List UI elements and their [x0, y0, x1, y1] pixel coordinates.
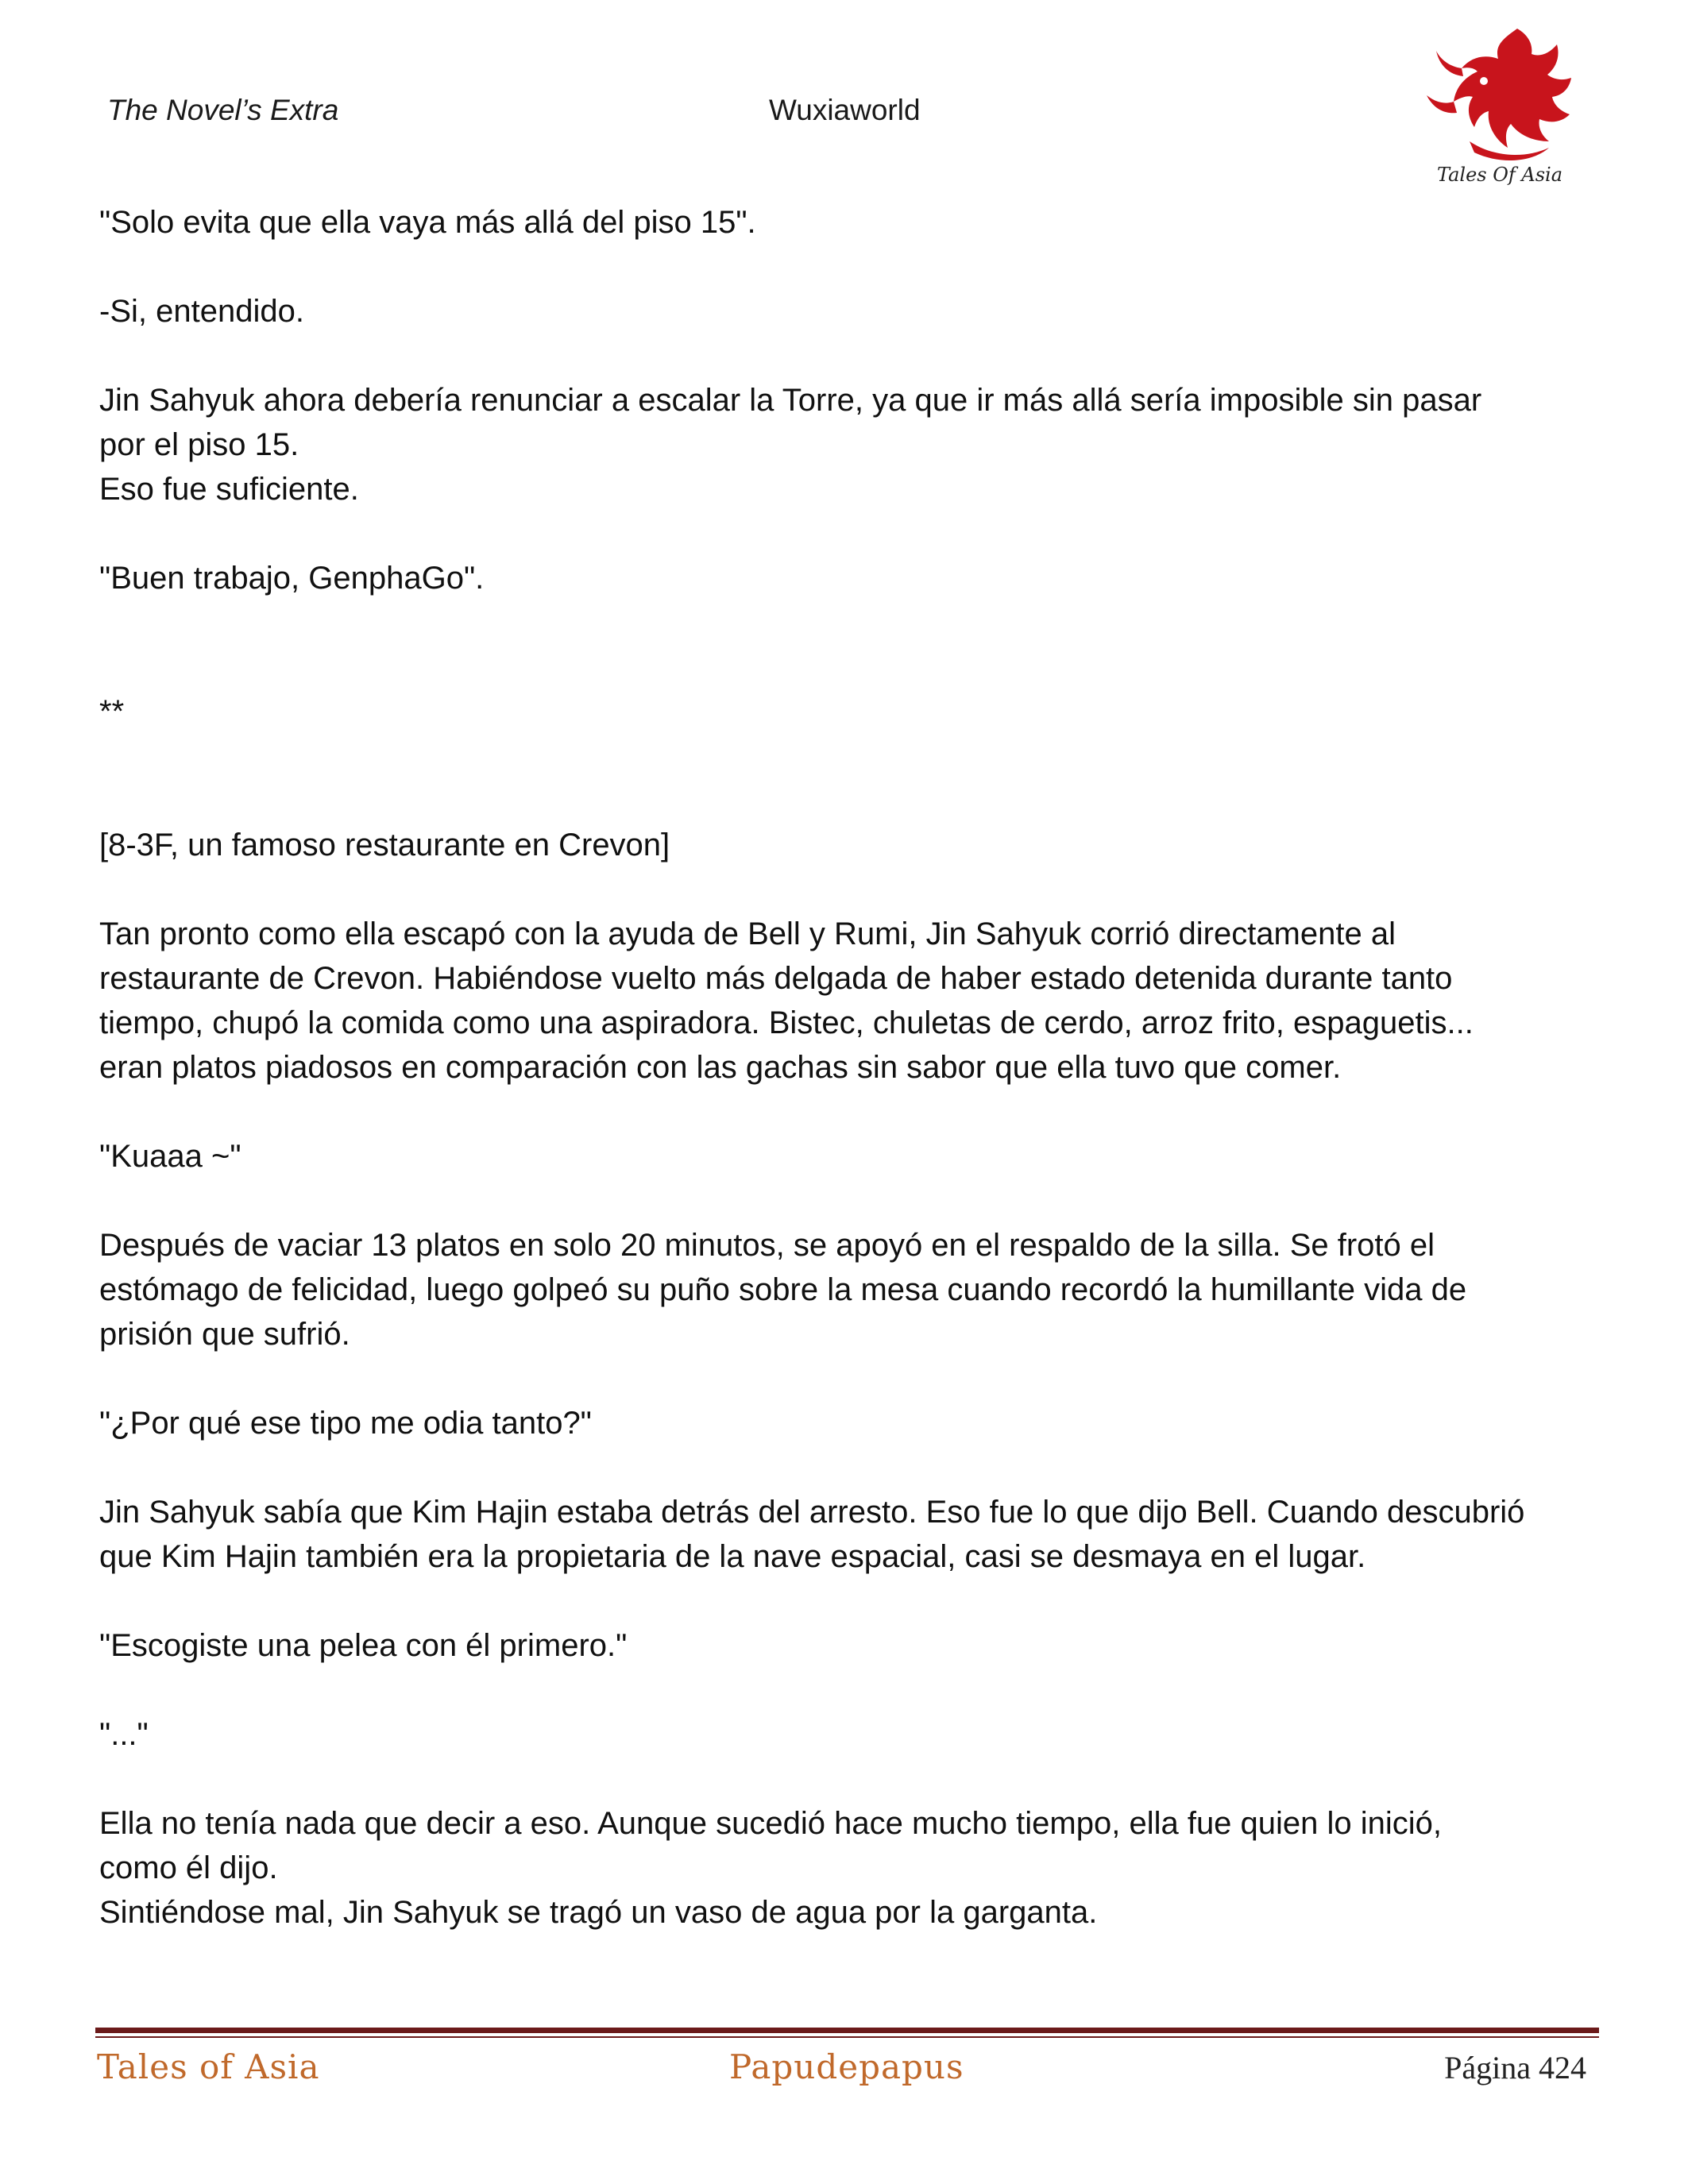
- paragraph: "Buen trabajo, GenphaGo".: [99, 561, 485, 596]
- paragraph: Después de vaciar 13 platos en solo 20 minutos, se apoyó en el respaldo de la silla. Se frotó el estómago de felicidad, luego golpeó su puño sobre la mesa cuando recordó la humillante vida de prisión que sufrió.: [99, 1228, 1467, 1352]
- page-body: [99, 200, 1609, 1979]
- paragraph: "Kuaaa ~": [99, 1139, 241, 1174]
- logo-text: Tales Of Asia: [1436, 164, 1563, 186]
- footer-publisher: Tales of Asia: [97, 2047, 320, 2086]
- paragraph: Ella no tenía nada que decir a eso. Aunque sucedió hace mucho tiempo, ella fue quien lo inició, como él dijo. Sintiéndose mal, Jin Sahyuk se tragó un vaso de agua por la garganta.: [99, 1806, 1443, 1930]
- footer-translator: Papudepapus: [729, 2047, 964, 2086]
- paragraph: Tan pronto como ella escapó con la ayuda de Bell y Rumi, Jin Sahyuk corrió directamente al restaurante de Crevon. Habiéndose vuelto más delgada de haber estado detenida durante tanto tiempo, chupó la comida como una aspiradora. Bistec, chuletas de cerdo, arroz frito, espaguetis... eran platos piadosos en comparación con las gachas sin sabor que ella tuvo que comer.: [99, 916, 1474, 1085]
- dragon-logo-icon: [1422, 22, 1573, 189]
- paragraph: "¿Por qué ese tipo me odia tanto?": [99, 1406, 592, 1441]
- paragraph: Jin Sahyuk ahora debería renunciar a escalar la Torre, ya que ir más allá sería imposible sin pasar por el piso 15. Eso fue suficiente.: [99, 383, 1482, 507]
- footer-divider: [95, 2028, 1599, 2038]
- paragraph: "Escogiste una pelea con él primero.": [99, 1628, 628, 1663]
- paragraph: -Si, entendido.: [99, 294, 304, 329]
- location-heading: [8-3F, un famoso restaurante en Crevon]: [99, 828, 670, 862]
- book-title: The Novel’s Extra: [107, 94, 339, 126]
- paragraph: "Solo evita que ella vaya más allá del piso 15".: [99, 205, 756, 240]
- site-name: Wuxiaworld: [769, 94, 921, 126]
- paragraph: Jin Sahyuk sabía que Kim Hajin estaba detrás del arresto. Eso fue lo que dijo Bell. Cuando descubrió que Kim Hajin también era la propietaria de la nave espacial, casi se desmaya en el lugar.: [99, 1495, 1525, 1574]
- scene-separator: **: [99, 694, 125, 729]
- paragraph: "...": [99, 1717, 149, 1752]
- page-number: Página 424: [1444, 2050, 1586, 2086]
